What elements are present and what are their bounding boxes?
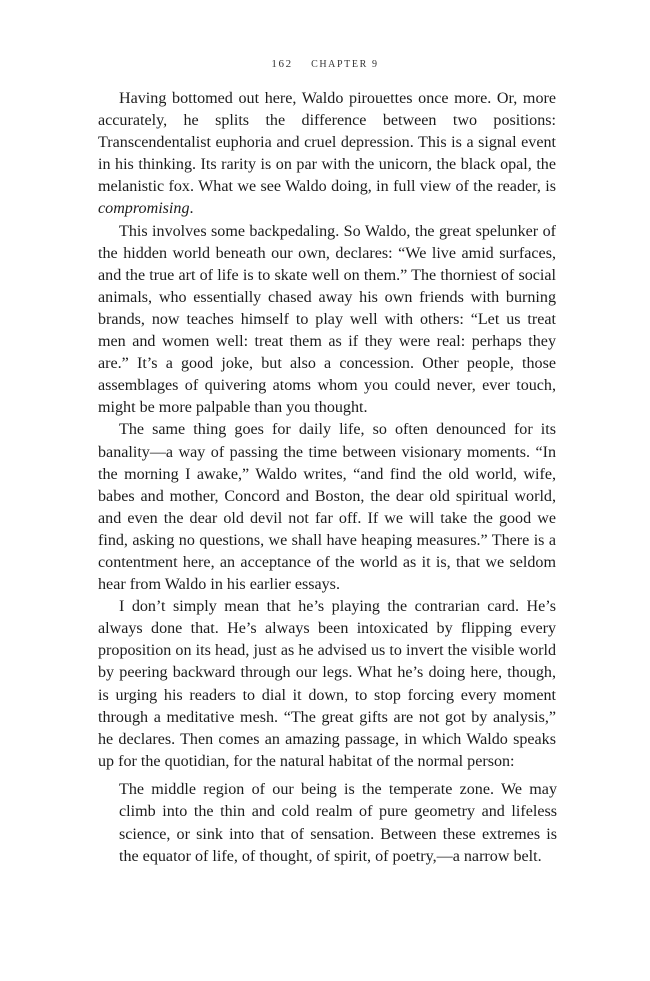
block-quote: The middle region of our being is the temperate zone. We may climb into the thin and cold realm of pure geometry and lifeless science, or sink into that of sensation. Between these extremes is the equator of life, of thought, of spirit, of poetry,—a narrow belt.	[119, 781, 557, 866]
paragraph-tail: .	[189, 200, 194, 218]
paragraph: The same thing goes for daily life, so often denounced for its banality—a way of passing the time between visionary moments. “In the morning I awake,” Waldo writes, “and find the old world, wife, babes and mother, Concord and Boston, the dear old spiritual world, and even the dear old devil not far off. If we will take the good we find, asking no questions, we shall have heaping measures.” There is a contentment here, an acceptance of the world as it is, that we seldom hear from Waldo in his earlier essays.	[98, 421, 556, 594]
paragraph	[98, 88, 556, 221]
chapter-label: CHAPTER 9	[311, 59, 379, 70]
paragraph: I don’t simply mean that he’s playing the contrarian card. He’s always done that. He’s always been intoxicated by flipping every proposition on its head, just as he advised us to invert the visible world by peering backward through our legs. What he’s doing here, though, is urging his readers to dial it down, to stop forcing every moment through a meditative mesh. “The great gifts are not got by analysis,” he declares. Then comes an amazing passage, in which Waldo speaks up for the quotidian, for the natural habitat of the normal person:	[98, 598, 556, 770]
page-number: 162	[271, 58, 293, 70]
paragraph-text: Having bottomed out here, Waldo pirouettes once more. Or, more accurately, he splits the difference between two positions: Transcendentalist euphoria and cruel depression. This is a signal event in his thinking. Its rarity is on par with the unicorn, the black opal, the melanistic fox. What we see Waldo doing, in full view of the reader, is	[98, 90, 556, 196]
paragraph: This involves some backpedaling. So Waldo, the great spelunker of the hidden world beneath our own, declares: “We live amid surfaces, and the true art of life is to skate well on them.” The thorniest of social animals, who essentially chased away his own friends with burning brands, now teaches himself to play well with others: “Let us treat men and women well: treat them as if they were real: perhaps they are.” It’s a good joke, but also a concession. Other people, those assemblages of quivering atoms whom you could never, ever touch, might be more palpable than you thought.	[98, 222, 556, 417]
emphasis-text: compromising	[98, 200, 190, 218]
body-text	[98, 88, 556, 773]
running-head	[0, 58, 650, 70]
